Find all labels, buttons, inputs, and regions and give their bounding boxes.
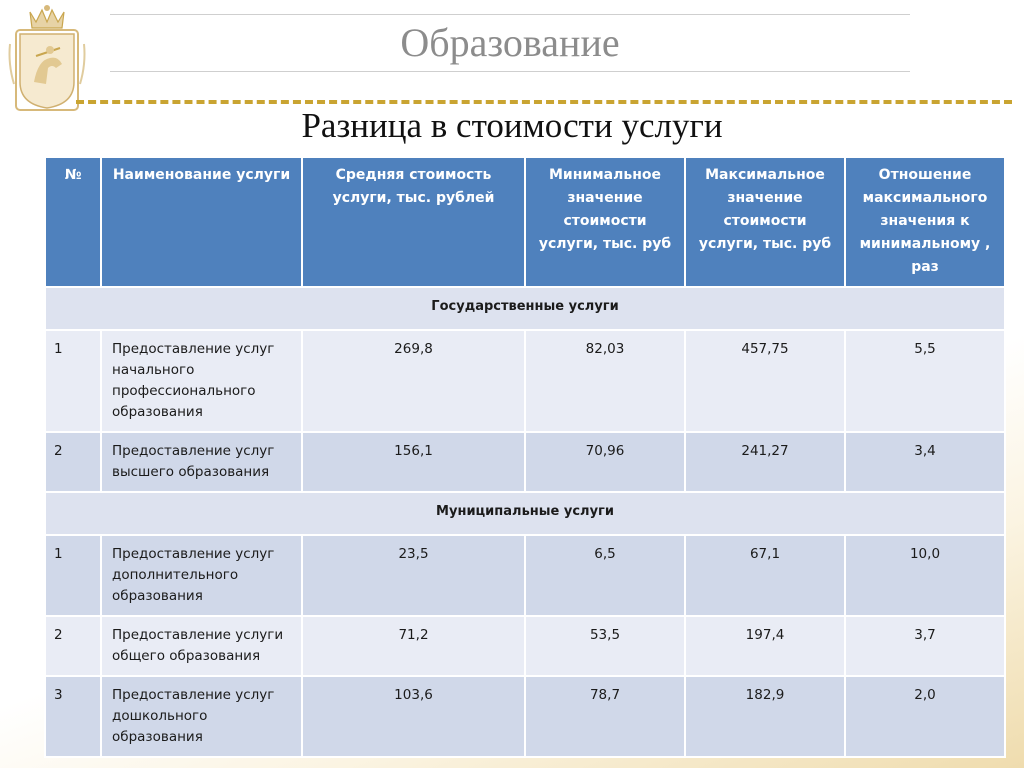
cell-ratio: 2,0 [845, 676, 1005, 757]
dashed-divider [76, 100, 1012, 104]
cell-max-cost: 67,1 [685, 535, 845, 616]
cell-average-cost: 269,8 [302, 330, 525, 432]
cell-max-cost: 457,75 [685, 330, 845, 432]
section-title: Муниципальные услуги [45, 492, 1005, 535]
cell-number: 1 [45, 535, 101, 616]
cell-ratio: 10,0 [845, 535, 1005, 616]
column-header-service-name: Наименование услуги [101, 157, 302, 287]
section-row-municipal [45, 492, 1005, 535]
cell-ratio: 3,7 [845, 616, 1005, 676]
column-header-max-cost: Максимальное значение стоимости услуги, тыс. руб [685, 157, 845, 287]
cell-service-name: Предоставление услуги общего образования [101, 616, 302, 676]
column-header-ratio: Отношение максимального значения к минимальному , раз [845, 157, 1005, 287]
cell-number: 3 [45, 676, 101, 757]
column-header-min-cost: Минимальное значение стоимости услуги, тыс. руб [525, 157, 685, 287]
table-row [45, 535, 1005, 616]
table-row [45, 330, 1005, 432]
cell-min-cost: 78,7 [525, 676, 685, 757]
column-header-average-cost: Средняя стоимость услуги, тыс. рублей [302, 157, 525, 287]
cell-max-cost: 241,27 [685, 432, 845, 492]
table-row [45, 616, 1005, 676]
cell-average-cost: 23,5 [302, 535, 525, 616]
cell-min-cost: 6,5 [525, 535, 685, 616]
cell-average-cost: 103,6 [302, 676, 525, 757]
section-title: Государственные услуги [45, 287, 1005, 330]
cell-ratio: 3,4 [845, 432, 1005, 492]
cell-service-name: Предоставление услуг высшего образования [101, 432, 302, 492]
cell-number: 1 [45, 330, 101, 432]
cell-service-name: Предоставление услуг дополнительного образования [101, 535, 302, 616]
cell-max-cost: 182,9 [685, 676, 845, 757]
page-title: Образование [400, 20, 620, 65]
cost-table [44, 156, 1006, 758]
cell-ratio: 5,5 [845, 330, 1005, 432]
header-band [110, 14, 910, 72]
cell-average-cost: 156,1 [302, 432, 525, 492]
column-header-number: № [45, 157, 101, 287]
cell-service-name: Предоставление услуг дошкольного образования [101, 676, 302, 757]
cell-min-cost: 70,96 [525, 432, 685, 492]
table-header-row [45, 157, 1005, 287]
cell-min-cost: 82,03 [525, 330, 685, 432]
cell-average-cost: 71,2 [302, 616, 525, 676]
slide-subtitle: Разница в стоимости услуги [301, 106, 723, 145]
table-row [45, 432, 1005, 492]
cell-max-cost: 197,4 [685, 616, 845, 676]
cell-service-name: Предоставление услуг начального профессионального образования [101, 330, 302, 432]
section-row-state [45, 287, 1005, 330]
cell-number: 2 [45, 432, 101, 492]
table-row [45, 676, 1005, 757]
cell-min-cost: 53,5 [525, 616, 685, 676]
cell-number: 2 [45, 616, 101, 676]
